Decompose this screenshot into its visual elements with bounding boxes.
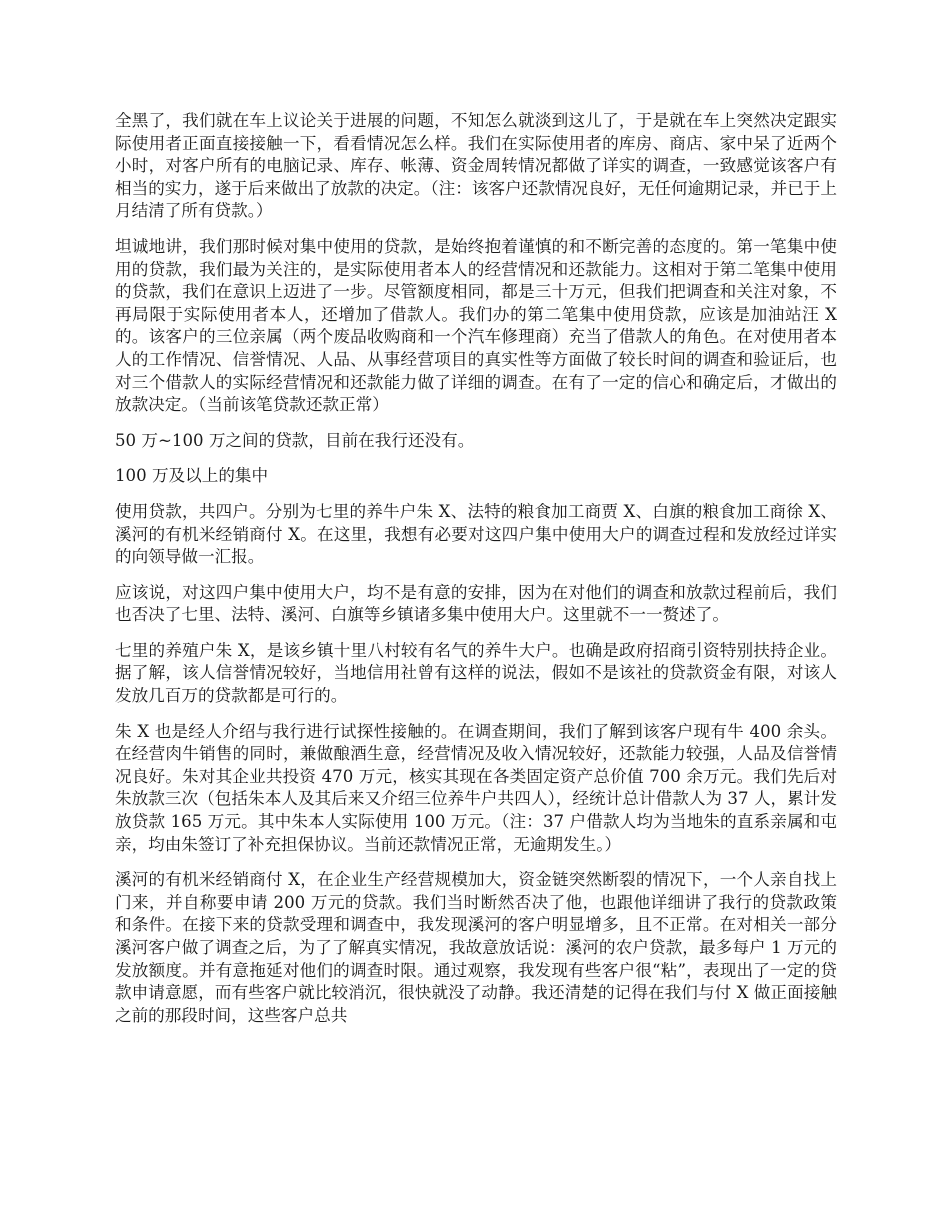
paragraph-5: 使用贷款，共四户。分别为七里的养牛户朱 X、法特的粮食加工商贾 X、白旗的粮食加工商徐 X、溪河的有机米经销商付 X。在这里，我想有必要对这四户集中使用大户的调查过程和发放经过详实的向领导做一汇报。 bbox=[115, 501, 837, 567]
paragraph-8: 朱 X 也是经人介绍与我行进行试探性接触的。在调查期间，我们了解到该客户现有牛 400 余头。在经营肉牛销售的同时，兼做酿酒生意，经营情况及收入情况较好，还款能力较强，人品及信誉情况良好。朱对其企业共投资 470 万元，核实其现在各类固定资产总价值 700 余万元。我们先后对朱放款三次（包括朱本人及其后来又介绍三位养牛户共四人），经统计总计借款人为 37 人，累计发放贷款 165 万元。其中朱本人实际使用 100 万元。（注：37 户借款人均为当地朱的直系亲属和屯亲，均由朱签订了补充担保协议。当前还款情况正常，无逾期发生。） bbox=[115, 721, 837, 854]
paragraph-9: 溪河的有机米经销商付 X，在企业生产经营规模加大，资金链突然断裂的情况下，一个人亲自找上门来，并自称要申请 200 万元的贷款。我们当时断然否决了他，也跟他详细讲了我行的贷款政策和条件。在接下来的贷款受理和调查中，我发现溪河的客户明显增多，且不正常。在对相关一部分溪河客户做了调查之后，为了了解真实情况，我故意放话说：溪河的农户贷款，最多每户 1 万元的发放额度。并有意拖延对他们的调查时限。通过观察，我发现有些客户很“粘”，表现出了一定的贷款申请意愿，而有些客户就比较消沉，很快就没了动静。我还清楚的记得在我们与付 X 做正面接触之前的那段时间，这些客户总共 bbox=[115, 870, 837, 1025]
paragraph-7: 七里的养殖户朱 X，是该乡镇十里八村较有名气的养牛大户。也确是政府招商引资特别扶持企业。据了解，该人信誉情况较好，当地信用社曾有这样的说法，假如不是该社的贷款资金有限，对该人发放几百万的贷款都是可行的。 bbox=[115, 640, 837, 706]
paragraph-1: 全黑了，我们就在车上议论关于进展的问题，不知怎么就淡到这儿了，于是就在车上突然决定跟实际使用者正面直接接触一下，看看情况怎么样。我们在实际使用者的库房、商店、家中呆了近两个小时，对客户所有的电脑记录、库存、帐薄、资金周转情况都做了详实的调查，一致感觉该客户有相当的实力，遂于后来做出了放款的决定。（注：该客户还款情况良好，无任何逾期记录，并已于上月结清了所有贷款。） bbox=[115, 111, 837, 221]
paragraph-3: 50 万~100 万之间的贷款，目前在我行还没有。 bbox=[115, 430, 475, 450]
document-page bbox=[115, 110, 837, 1040]
paragraph-2: 坦诚地讲，我们那时候对集中使用的贷款，是始终抱着谨慎的和不断完善的态度的。第一笔集中使用的贷款，我们最为关注的，是实际使用者本人的经营情况和还款能力。这相对于第二笔集中使用的贷款，我们在意识上迈进了一步。尽管额度相同，都是三十万元，但我们把调查和关注对象，不再局限于实际使用者本人，还增加了借款人。我们办的第二笔集中使用贷款，应该是加油站汪 X 的。该客户的三位亲属（两个废品收购商和一个汽车修理商）充当了借款人的角色。在对使用者本人的工作情况、信誉情况、人品、从事经营项目的真实性等方面做了较长时间的调查和验证后，也对三个借款人的实际经营情况和还款能力做了详细的调查。在有了一定的信心和确定后，才做出的放款决定。（当前该笔贷款还款正常） bbox=[115, 236, 837, 415]
paragraph-4: 100 万及以上的集中 bbox=[115, 466, 269, 486]
paragraph-6: 应该说，对这四户集中使用大户，均不是有意的安排，因为在对他们的调查和放款过程前后，我们也否决了七里、法特、溪河、白旗等乡镇诸多集中使用大户。这里就不一一赘述了。 bbox=[115, 582, 837, 625]
